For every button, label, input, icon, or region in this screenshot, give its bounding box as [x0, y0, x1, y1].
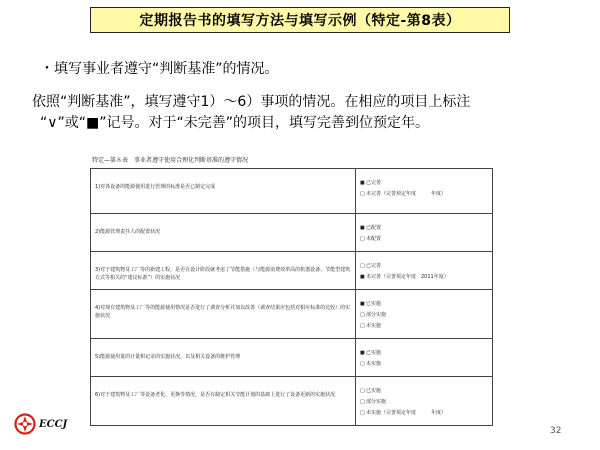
- option-item: □已完善: [360, 263, 382, 269]
- instruction-line-2: “∨”或“■”记号。对于“未完善”的项目，填写完善到位预定年。: [40, 115, 429, 131]
- option-item: □部分实施: [360, 399, 387, 405]
- question-cell: 1)对各设备的能源使用进行管理的标准是否已制定完成: [91, 169, 356, 214]
- option-item: ■已配置: [360, 225, 382, 231]
- instruction-line-1: 依照“判断基准”，填写遵守1）～6）事项的情况。在相应的项目上标注: [32, 94, 471, 110]
- eccj-emblem-icon: [14, 413, 36, 435]
- question-cell: 6)对于建筑物及工厂等设备老化、更换等情况，是否在制定相关节能计划的基础上进行了设备更新的实施状况: [91, 377, 356, 426]
- table-row: [91, 169, 493, 214]
- option-item: □部分实施: [360, 312, 387, 318]
- option-item: □未实施（完善预定年度 年度）: [360, 410, 447, 416]
- slide-title-box: [90, 7, 510, 33]
- answer-cell: [356, 290, 493, 339]
- option-item: ■未完善（完善预定年度 2011年度）: [360, 274, 449, 280]
- logo-text: ECCJ: [39, 418, 68, 430]
- bullet-text: ・填写事业者遵守“判断基准”的情况。: [40, 61, 279, 77]
- question-cell: 4)对现有建筑物及工厂等的能源使用情况是否进行了调查分析并加以改善（调查结果应包括对相应标准的比较）的实施状况: [91, 290, 356, 339]
- eccj-logo: [14, 413, 67, 435]
- answer-cell: [356, 169, 493, 214]
- answer-cell: [356, 339, 493, 377]
- option-item: ■已完善: [360, 180, 382, 186]
- option-item: □未完善（完善预定年度 年度）: [360, 191, 447, 197]
- option-item: □未配置: [360, 236, 382, 242]
- form-caption: 特定—第８表 事业者遵守使用合理化判断基准的遵守情况: [92, 157, 249, 164]
- answer-cell: [356, 214, 493, 252]
- table-row: [91, 339, 493, 377]
- option-item: ■已实施: [360, 301, 382, 307]
- question-cell: 5)能源使用量的计量和记录的实施状况，以及相关设备的维护管理: [91, 339, 356, 377]
- option-item: ■已实施: [360, 350, 382, 356]
- compliance-form-table: [90, 168, 493, 426]
- slide-title: 定期报告书的填写方法与填写示例（特定-第8表）: [139, 13, 461, 29]
- table-row: [91, 377, 493, 426]
- table-row: [91, 214, 493, 252]
- instruction-paragraph: [32, 92, 552, 134]
- question-cell: 3)对于建筑物及工厂等的新建工程，是否在设计阶段就考虑了节能措施（与能源消费效率高的机器设备、节能型建筑方式等相关的“建议标准”）的实施状况: [91, 252, 356, 290]
- option-item: □已实施: [360, 388, 382, 394]
- table-row: [91, 252, 493, 290]
- question-cell: 2)能源管理责任人的配置状况: [91, 214, 356, 252]
- answer-cell: [356, 377, 493, 426]
- answer-cell: [356, 252, 493, 290]
- option-item: □未实施: [360, 361, 382, 367]
- option-item: □未实施: [360, 323, 382, 329]
- page-number: 32: [550, 426, 562, 436]
- table-row: [91, 290, 493, 339]
